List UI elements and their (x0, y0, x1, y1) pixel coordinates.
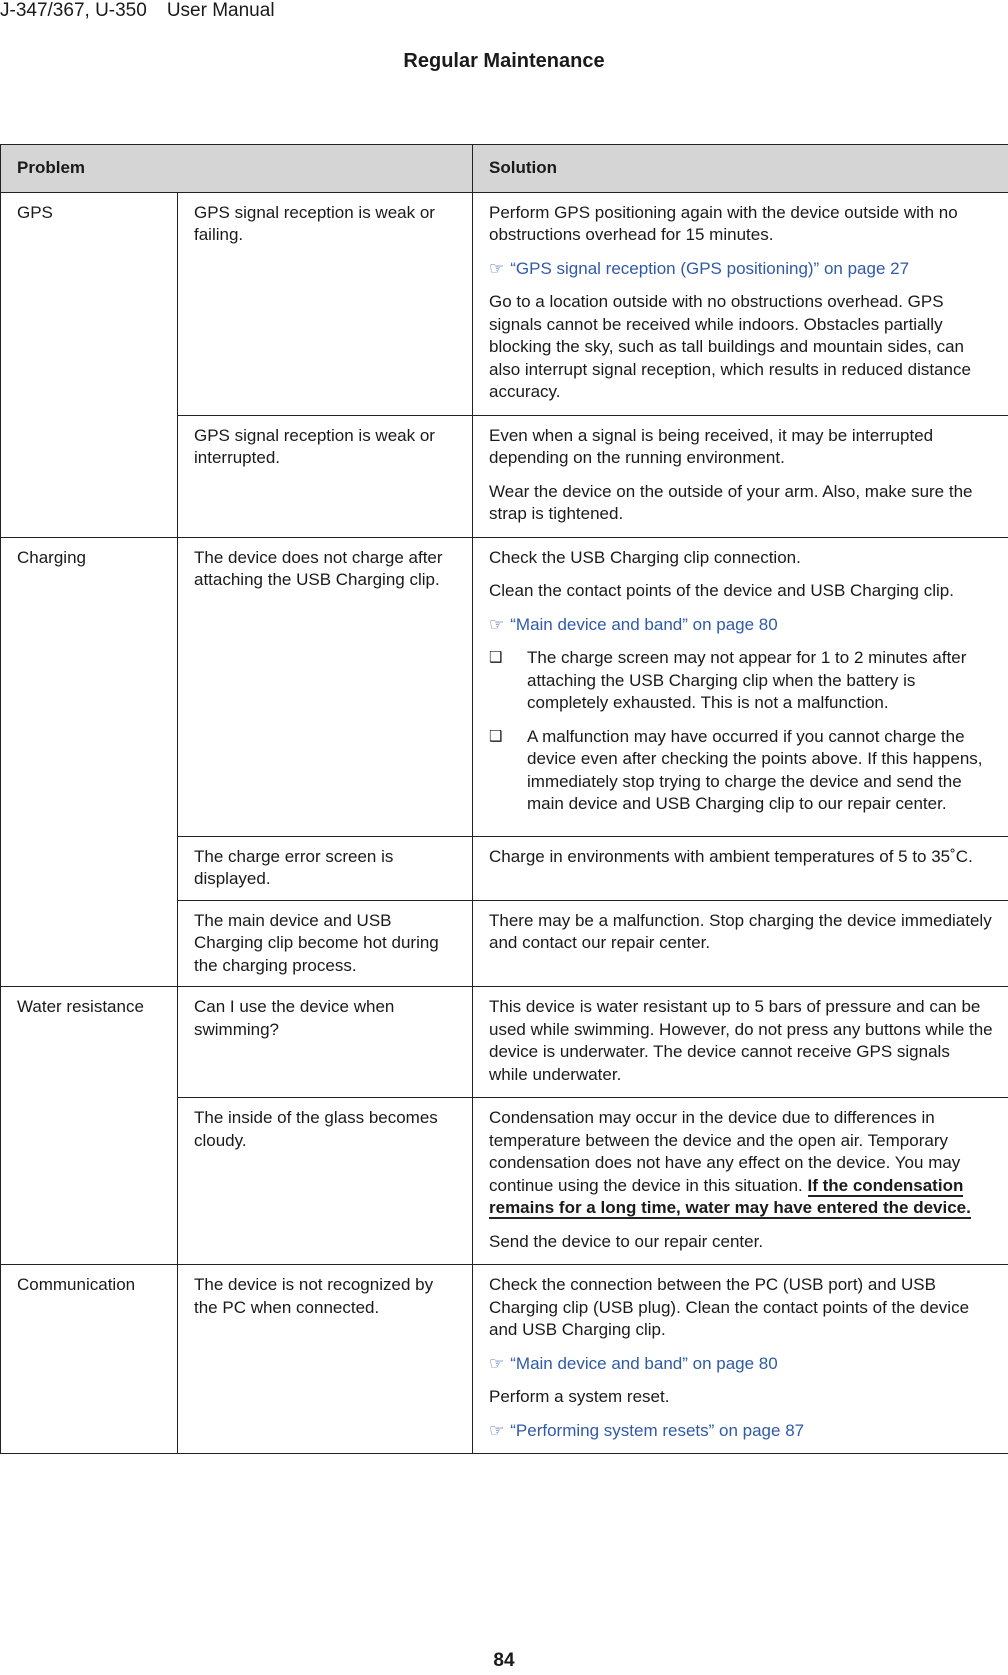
solution-cell (473, 415, 1008, 537)
checkbox-bullet-icon: ❑ (489, 727, 503, 745)
category-charging: Charging (1, 537, 178, 987)
solution-text: This device is water resistant up to 5 bars of pressure and can be used while swimming. However, do not press any buttons while the device is underwater. The device cannot receive GPS signals while underwater. (489, 997, 993, 1084)
cross-reference-link[interactable] (489, 1353, 993, 1376)
header-model: J-347/367, U-350 (0, 0, 147, 21)
column-header-problem: Problem (1, 145, 473, 193)
solution-text: Perform GPS positioning again with the device outside with no obstructions overhead for 15 minutes. (489, 202, 958, 244)
solution-text (489, 1107, 993, 1220)
troubleshooting-table (0, 144, 1008, 1454)
bullet-text: A malfunction may have occurred if you cannot charge the device even after checking the points above. If this happens, immediately stop trying to charge the device and send the main device and USB Charging clip to our repair center. (527, 726, 983, 813)
table-row (1, 1265, 1008, 1454)
link-text: “Performing system resets” on page 87 (510, 1420, 805, 1440)
solution-text: Send the device to our repair center. (489, 1231, 764, 1251)
bullet-text: The charge screen may not appear for 1 to 2 minutes after attaching the USB Charging clip when the battery is completely exhausted. This is not a malfunction. (527, 648, 967, 712)
solution-cell (473, 987, 1008, 1098)
solution-text: Check the connection between the PC (USB port) and USB Charging clip (USB plug). Clean the contact points of the device and USB Charging clip. (489, 1275, 970, 1339)
solution-cell (473, 192, 1008, 415)
problem-cell: The inside of the glass becomes cloudy. (178, 1098, 473, 1265)
solution-text: Wear the device on the outside of your arm. Also, make sure the strap is tightened. (489, 481, 973, 523)
link-text: “Main device and band” on page 80 (510, 1353, 778, 1373)
table-row (1, 537, 1008, 836)
cross-reference-link[interactable] (489, 1420, 993, 1443)
problem-cell: The main device and USB Charging clip become hot during the charging process. (178, 900, 473, 987)
pointing-hand-icon: ☞ (489, 1420, 505, 1440)
cross-reference-link[interactable] (489, 258, 993, 281)
solution-cell (473, 1098, 1008, 1265)
pointing-hand-icon: ☞ (489, 614, 505, 634)
solution-text: Charge in environments with ambient temperatures of 5 to 35˚C. (489, 846, 973, 866)
solution-cell (473, 900, 1008, 987)
table-row (1, 987, 1008, 1098)
link-text: “Main device and band” on page 80 (510, 614, 778, 634)
solution-cell (473, 1265, 1008, 1454)
category-water-resistance: Water resistance (1, 987, 178, 1265)
page-header (0, 0, 275, 22)
list-item (489, 726, 993, 816)
list-item (489, 647, 993, 715)
pointing-hand-icon: ☞ (489, 258, 505, 278)
link-text: “GPS signal reception (GPS positioning)” on page 27 (510, 258, 910, 278)
solution-text: Check the USB Charging clip connection. (489, 547, 801, 567)
checkbox-bullet-icon: ❑ (489, 649, 503, 666)
category-gps: GPS (1, 192, 178, 537)
header-manual: User Manual (166, 0, 275, 21)
section-title: Regular Maintenance (403, 50, 605, 72)
solution-cell (473, 836, 1008, 900)
pointing-hand-icon: ☞ (489, 1353, 505, 1373)
problem-cell: The charge error screen is displayed. (178, 836, 473, 900)
cross-reference-link[interactable] (489, 614, 993, 637)
solution-text: Clean the contact points of the device and USB Charging clip. (489, 581, 954, 600)
solution-text: There may be a malfunction. Stop charging the device immediately and contact our repair center. (489, 910, 992, 952)
problem-cell: GPS signal reception is weak or failing. (178, 192, 473, 415)
solution-text: Even when a signal is being received, it may be interrupted depending on the running environment. (489, 425, 934, 467)
category-communication: Communication (1, 1265, 178, 1454)
solution-text: Perform a system reset. (489, 1387, 670, 1406)
solution-text: Go to a location outside with no obstructions overhead. GPS signals cannot be received while indoors. Obstacles partially blocking the sky, such as tall buildings and mountain sides, can also interrupt signal reception, which results in reduced distance accuracy. (489, 292, 971, 401)
column-header-solution: Solution (473, 145, 1008, 193)
page-number: 84 (493, 1650, 515, 1671)
problem-cell: Can I use the device when swimming? (178, 987, 473, 1098)
warning-text: If the condensation remains for a long time, water may have entered the device. (489, 1175, 971, 1217)
solution-text-plain: Condensation may occur in the device due to differences in temperature between the device and the open air. Temporary condensation does not have any effect on the device. You may continue using the device in this situation. (489, 1108, 961, 1195)
solution-cell (473, 537, 1008, 836)
problem-cell: The device is not recognized by the PC when connected. (178, 1265, 473, 1454)
problem-cell: GPS signal reception is weak or interrupted. (178, 415, 473, 537)
problem-cell: The device does not charge after attaching the USB Charging clip. (178, 537, 473, 836)
table-row (1, 192, 1008, 415)
table-header-row (1, 145, 1008, 193)
